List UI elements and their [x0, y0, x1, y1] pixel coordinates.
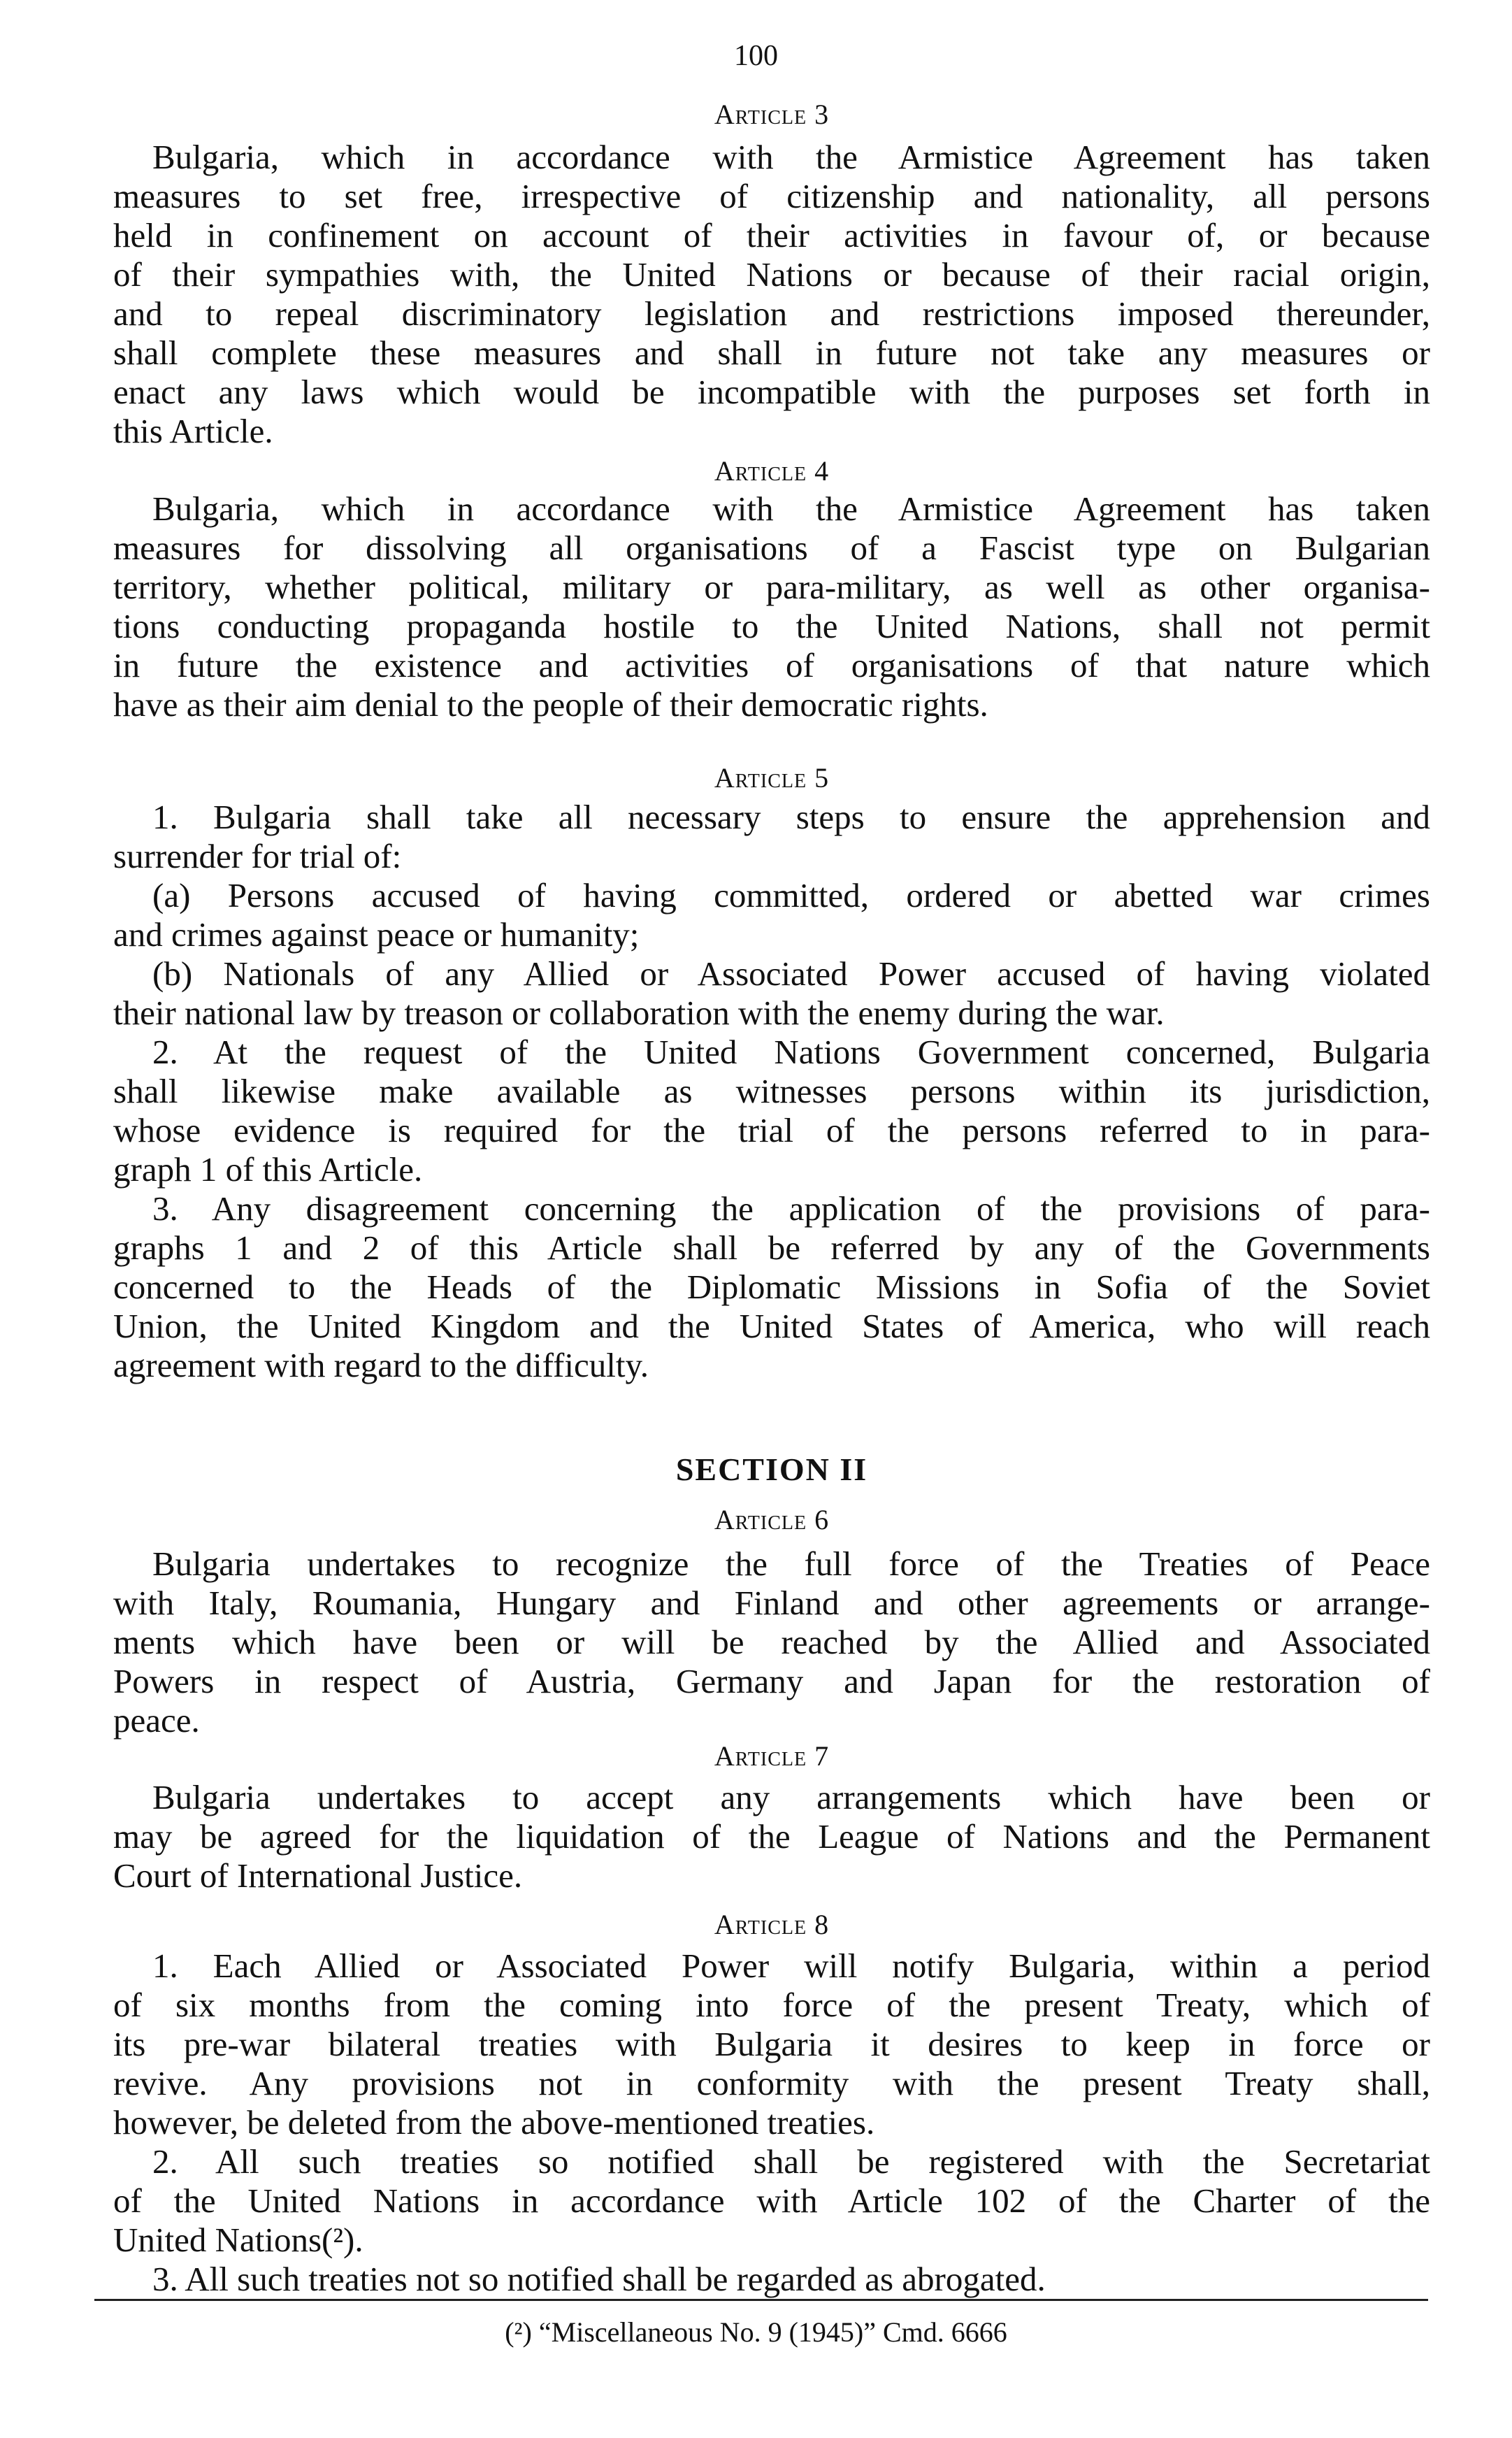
text-line: United Nations(²). [113, 2221, 363, 2259]
article-4-body [113, 489, 1430, 724]
article-4-heading: Article 4 [714, 455, 830, 487]
footnote-divider [94, 2299, 1428, 2301]
article-5-body [113, 798, 1430, 1385]
text-line: graph 1 of this Article. [113, 1150, 423, 1189]
text-line: its pre-war bilateral treaties with Bulgaria it desires to keep in force or [113, 2025, 1430, 2063]
article-6-heading: Article 6 [714, 1504, 830, 1535]
article-6-body [113, 1544, 1430, 1740]
text-line: Bulgaria, which in accordance with the Armistice Agreement has taken [152, 138, 1430, 176]
text-line: peace. [113, 1701, 200, 1740]
article-3-body [113, 138, 1430, 451]
text-line: shall likewise make available as witnesses persons within its jurisdiction, [113, 1072, 1430, 1110]
text-line: have as their aim denial to the people of their democratic rights. [113, 685, 988, 724]
text-line: territory, whether political, military or para-military, as well as other organisa- [113, 568, 1430, 606]
article-8-body [113, 1946, 1430, 2299]
text-line: shall complete these measures and shall in future not take any measures or [113, 334, 1430, 372]
page-number: 100 [734, 40, 778, 72]
text-line: 1. Bulgaria shall take all necessary steps to ensure the apprehension and [152, 798, 1430, 836]
article-7-body [113, 1778, 1430, 1895]
footnote: (²) “Miscellaneous No. 9 (1945)” Cmd. 6666 [505, 2316, 1007, 2348]
text-line: revive. Any provisions not in conformity with the present Treaty shall, [113, 2064, 1430, 2102]
text-line: ments which have been or will be reached by the Allied and Associated [113, 1623, 1430, 1661]
text-line: concerned to the Heads of the Diplomatic Missions in Sofia of the Soviet [113, 1268, 1430, 1306]
text-line: Powers in respect of Austria, Germany and Japan for the restoration of [113, 1662, 1430, 1700]
text-line: of six months from the coming into force of the present Treaty, which of [113, 1986, 1430, 2024]
text-line: with Italy, Roumania, Hungary and Finland and other agreements or arrange- [113, 1584, 1430, 1622]
text-line: and crimes against peace or humanity; [113, 915, 640, 954]
text-line: however, be deleted from the above-mentioned treaties. [113, 2103, 875, 2142]
text-line: this Article. [113, 412, 273, 450]
article-8-heading: Article 8 [714, 1909, 830, 1940]
text-line: graphs 1 and 2 of this Article shall be referred by any of the Governments [113, 1228, 1430, 1267]
section-title: SECTION II [675, 1451, 868, 1487]
text-line: whose evidence is required for the trial of the persons referred to in para- [113, 1111, 1430, 1149]
text-line: in future the existence and activities of organisations of that nature which [113, 646, 1430, 684]
text-line: and to repeal discriminatory legislation and restrictions imposed thereunder, [113, 294, 1430, 333]
text-line: of their sympathies with, the United Nations or because of their racial origin, [113, 255, 1430, 294]
text-line: Bulgaria, which in accordance with the Armistice Agreement has taken [152, 489, 1430, 528]
text-line: 2. At the request of the United Nations Government concerned, Bulgaria [152, 1033, 1430, 1071]
text-line: 2. All such treaties so notified shall be registered with the Secretariat [152, 2142, 1430, 2181]
text-line: of the United Nations in accordance with Article 102 of the Charter of the [113, 2181, 1430, 2220]
text-line: (a) Persons accused of having committed, ordered or abetted war crimes [152, 876, 1430, 915]
text-line: surrender for trial of: [113, 837, 402, 875]
text-line: may be agreed for the liquidation of the League of Nations and the Permanent [113, 1817, 1430, 1856]
text-line: Union, the United Kingdom and the United States of America, who will reach [113, 1307, 1430, 1345]
text-line: measures for dissolving all organisations of a Fascist type on Bulgarian [113, 529, 1430, 567]
text-line: Bulgaria undertakes to recognize the full force of the Treaties of Peace [152, 1544, 1430, 1583]
text-line: 3. Any disagreement concerning the application of the provisions of para- [152, 1189, 1430, 1228]
text-line: Bulgaria undertakes to accept any arrangements which have been or [152, 1778, 1430, 1816]
article-3-heading: Article 3 [714, 99, 830, 130]
text-line: (b) Nationals of any Allied or Associated Power accused of having violated [152, 954, 1430, 993]
article-7-heading: Article 7 [714, 1740, 830, 1772]
text-line: Court of International Justice. [113, 1856, 523, 1895]
text-line: enact any laws which would be incompatible with the purposes set forth in [113, 373, 1430, 411]
text-line: 1. Each Allied or Associated Power will notify Bulgaria, within a period [152, 1946, 1430, 1985]
text-line: measures to set free, irrespective of citizenship and nationality, all persons [113, 177, 1430, 215]
article-5-heading: Article 5 [714, 762, 830, 794]
text-line: their national law by treason or collaboration with the enemy during the war. [113, 994, 1165, 1032]
text-line: agreement with regard to the difficulty. [113, 1346, 649, 1384]
text-line: 3. All such treaties not so notified shall be regarded as abrogated. [152, 2260, 1046, 2298]
text-line: held in confinement on account of their activities in favour of, or because [113, 216, 1430, 254]
text-line: tions conducting propaganda hostile to the United Nations, shall not permit [113, 607, 1430, 645]
